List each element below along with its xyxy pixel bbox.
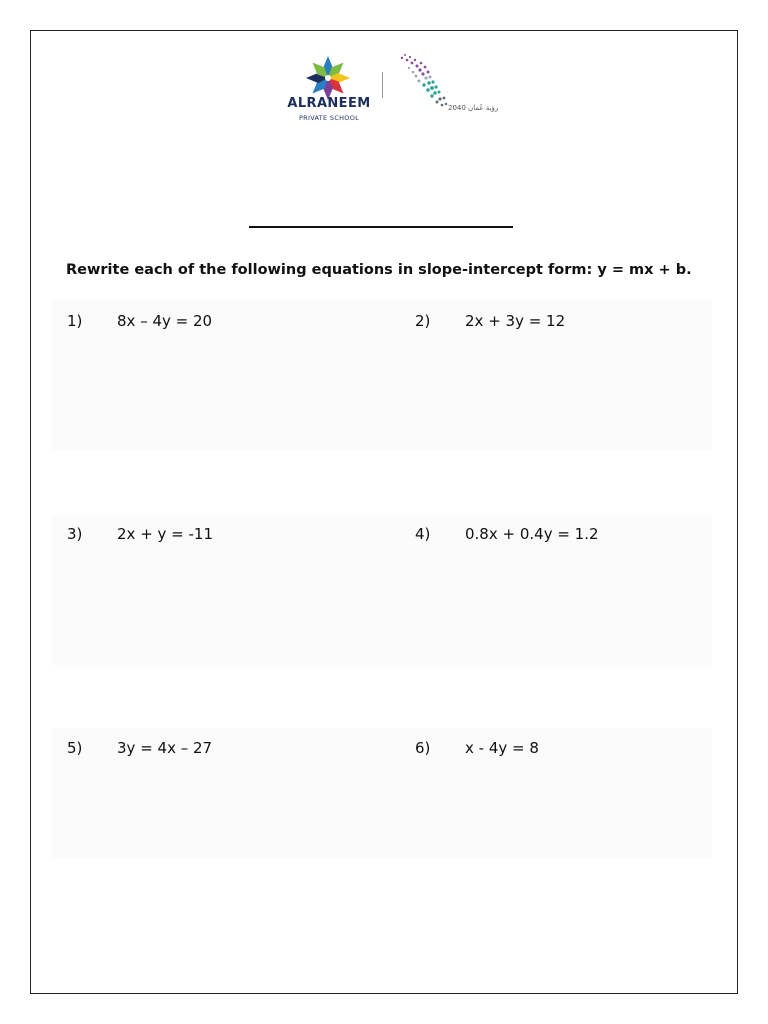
problem-number: 3): [67, 525, 83, 543]
instructions: Rewrite each of the following equations in slope-intercept form: y = mx + b.: [66, 262, 692, 278]
problem-number: 6): [415, 739, 431, 757]
problem-number: 5): [67, 739, 83, 757]
school-subtitle: PRIVATE SCHOOL: [298, 114, 360, 122]
school-name: ALRANEEM: [287, 96, 371, 111]
problem-equation: 3y = 4x – 27: [117, 739, 213, 757]
header-logos: [270, 44, 510, 134]
problem-number: 4): [415, 525, 431, 543]
problem-equation: 8x – 4y = 20: [117, 312, 213, 330]
problem-equation: x - 4y = 8: [465, 739, 539, 757]
problem-number: 1): [67, 312, 83, 330]
problem-number: 2): [415, 312, 431, 330]
vision-logo-text: رؤية عُمان 2040: [448, 104, 499, 112]
oman-vision-2040-logo: [396, 52, 499, 124]
problem-equation: 2x + y = -11: [117, 525, 214, 543]
name-blank-line: [249, 226, 513, 228]
problem-equation: 0.8x + 0.4y = 1.2: [465, 525, 599, 543]
logo-divider: [382, 72, 383, 98]
problem-equation: 2x + 3y = 12: [465, 312, 566, 330]
